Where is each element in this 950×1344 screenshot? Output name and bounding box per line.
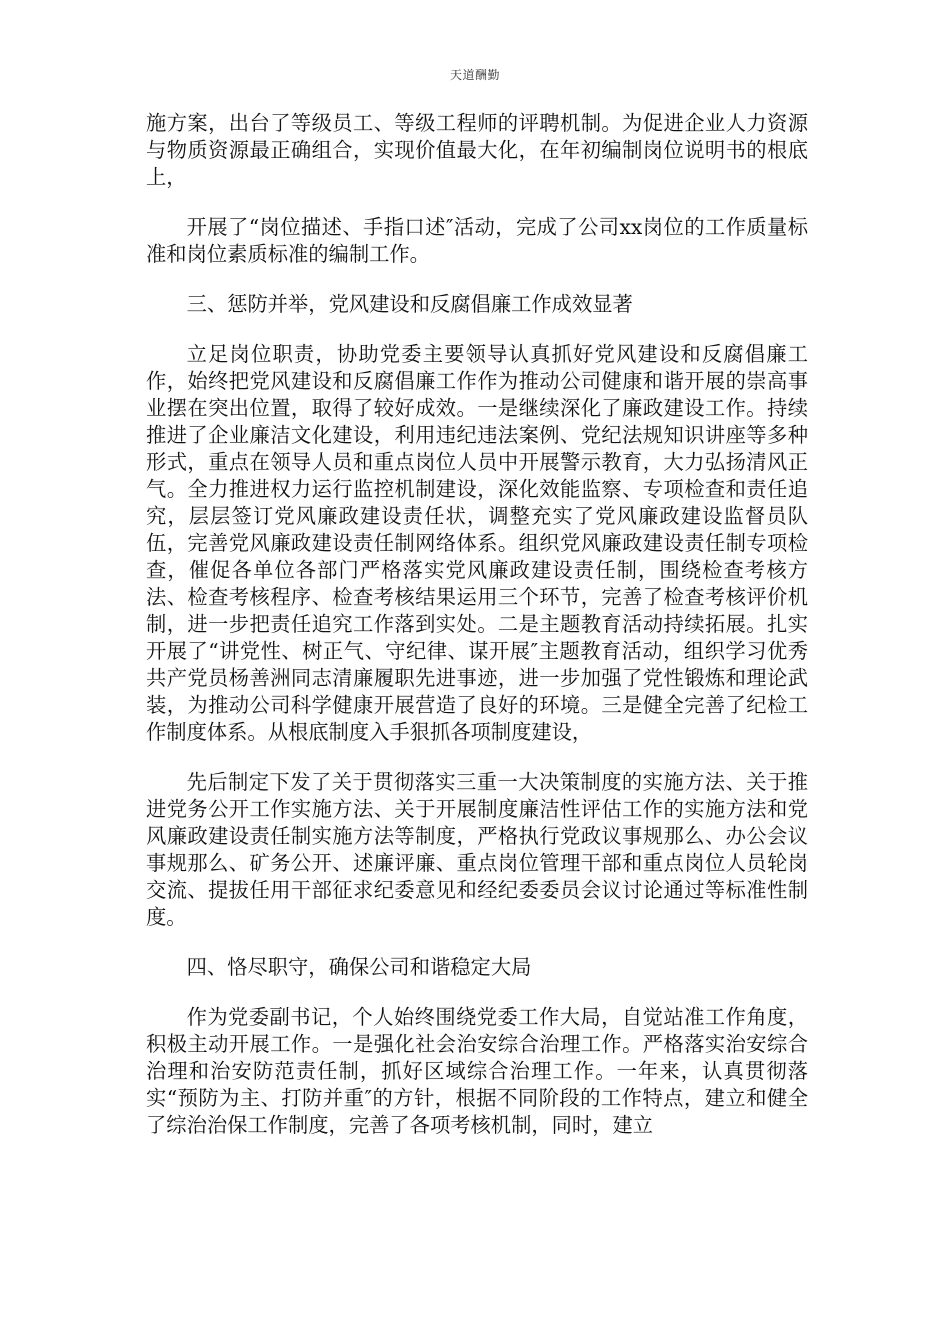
section-heading: 三、惩防并举，党风建设和反腐倡廉工作成效显著 [186,292,633,316]
paragraph: 立足岗位职责，协助党委主要领导认真抓好党风建设和反腐倡廉工作，始终把党风建设和反腐倡廉工作作为推动公司健康和谐开展的崇高事业摆在突出位置，取得了较好成效。一是继续深化了廉政建设工作。持续推进了企业廉洁文化建设，利用违纪违法案例、党纪法规知识讲座等多种形式，重点在领导人员和重点岗位人员中开展警示教育，大力弘扬清风正气。全力推进权力运行监控机制建设，深化效能监察、专项检查和责任追究，层层签订党风廉政建设责任状，调整充实了党风廉政建设监督员队伍，完善党风廉政建设责任制网络体系。组织党风廉政建设责任制专项检查，催促各单位各部门严格落实党风廉政建设责任制，围绕检查考核方法、检查考核程序、检查考核结果运用三个环节，完善了检查考核评价机制，进一步把责任追究工作落到实处。二是主题教育活动持续拓展。扎实开展了“讲党性、树正气、守纪律、谋开展″主题教育活动，组织学习优秀共产党员杨善洲同志清廉履职先进事迹，进一步加强了党性锻炼和理论武装，为推动公司科学健康开展营造了良好的环境。三是健全完善了纪检工作制度体系。从根底制度入手狠抓各项制度建设， [146,342,808,744]
document-body [146,110,808,1162]
page-header: 天道酬勤 [449,68,500,82]
section-heading: 四、恪尽职守，确保公司和谐稳定大局 [186,955,532,979]
paragraph: 作为党委副书记，个人始终围绕党委工作大局，自觉站准工作角度，积极主动开展工作。一是强化社会治安综合治理工作。严格落实治安综合治理和治安防范责任制，抓好区域综合治理工作。一年来，认真贯彻落实“预防为主、打防并重″的方针，根据不同阶段的工作特点，建立和健全了综治治保工作制度，完善了各项考核机制，同时，建立 [146,1005,808,1137]
paragraph-continuation: 施方案，出台了等级员工、等级工程师的评聘机制。为促进企业人力资源与物质资源最正确组合，实现价值最大化，在年初编制岗位说明书的根底上， [146,111,808,189]
paragraph: 先后制定下发了关于贯彻落实三重一大决策制度的实施方法、关于推进党务公开工作实施方法、关于开展制度廉洁性评估工作的实施方法和党风廉政建设责任制实施方法等制度，严格执行党政议事规那么、办公会议事规那么、矿务公开、述廉评廉、重点岗位管理干部和重点岗位人员轮岗交流、提拔任用干部征求纪委意见和经纪委委员会议讨论通过等标准性制度。 [146,770,808,929]
paragraph: 开展了“岗位描述、手指口述″活动，完成了公司xx岗位的工作质量标准和岗位素质标准的编制工作。 [146,215,808,266]
